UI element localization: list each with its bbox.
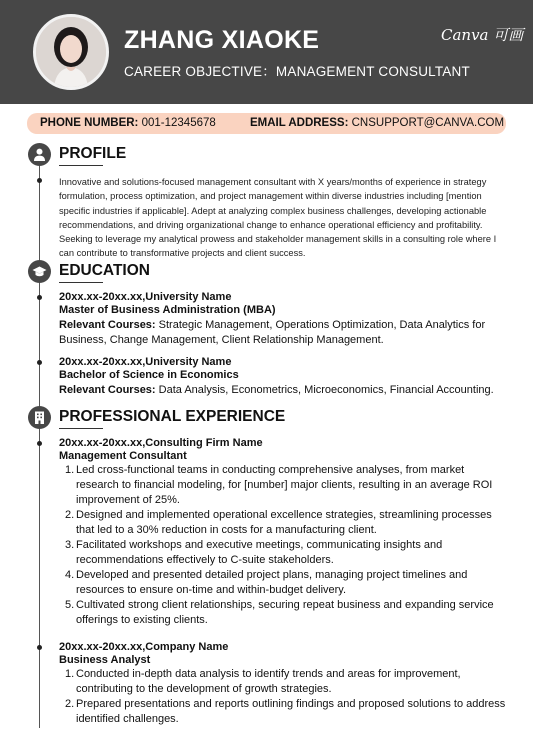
duty-number: 2. — [65, 698, 75, 710]
experience-role: Business Analyst — [59, 654, 151, 666]
duty-item — [65, 697, 509, 727]
education-degree: Master of Business Administration (MBA) — [59, 304, 276, 316]
duty-text: Led cross-functional teams in conducting comprehensive analyses, from market research to financial modeling, for [number] major clients, resulting in an average ROI improvement of 25%. — [76, 464, 493, 506]
duty-number: 4. — [65, 569, 75, 581]
experience-entry — [59, 641, 509, 667]
career-objective: CAREER OBJECTIVE：MANAGEMENT CONSULTANT — [124, 64, 470, 79]
experience-role: Management Consultant — [59, 450, 187, 462]
duty-number: 1. — [65, 464, 75, 476]
experience-dates-company: 20xx.xx-20xx.xx,Company Name — [59, 641, 229, 653]
profile-photo — [33, 14, 109, 90]
duty-text: Prepared presentations and reports outlining findings and proposed solutions to address identified challenges. — [76, 698, 506, 725]
section-rule — [59, 165, 103, 166]
education-degree: Bachelor of Science in Economics — [59, 369, 239, 381]
duty-item — [65, 667, 509, 697]
section-rule — [59, 428, 103, 429]
section-rule — [59, 282, 103, 283]
section-title-profile: PROFILE — [59, 145, 127, 162]
education-entry — [59, 356, 509, 398]
phone-label: PHONE NUMBER: — [40, 117, 139, 129]
contact-bar — [27, 113, 506, 134]
section-title-education: EDUCATION — [59, 262, 150, 279]
portrait-illustration — [36, 17, 106, 87]
experience-dates-company: 20xx.xx-20xx.xx,Consulting Firm Name — [59, 437, 263, 449]
duty-item — [65, 538, 509, 568]
timeline-dot — [37, 178, 42, 183]
timeline-dot — [37, 441, 42, 446]
email-label: EMAIL ADDRESS: — [250, 117, 349, 129]
resume-header — [0, 0, 533, 104]
duty-text: Developed and presented detailed project plans, managing project timelines and resources to ensure on-time and within-budget delivery. — [76, 569, 468, 596]
duty-text: Designed and implemented operational excellence strategies, streamlining processes that led to a 30% reduction in costs for a manufacturing client. — [76, 509, 492, 536]
graduation-cap-icon — [28, 260, 51, 283]
education-courses — [59, 318, 509, 348]
duty-text: Facilitated workshops and executive meetings, communicating insights and recommendations effectively to C-suite stakeholders. — [76, 539, 443, 566]
duty-item — [65, 463, 509, 508]
duty-list — [65, 667, 509, 727]
timeline-dot — [37, 295, 42, 300]
profile-summary: Innovative and solutions-focused management consultant with X years/months of experience in strategy formulation, process optimization, and project management within diverse industries including [mention specific industries if applicable]. Adept at analyzing complex business challenges, developing actionable recommendations, and driving organizational change to enhance operational efficiency and profitability. Seeking to leverage my analytical prowess and stakeholder management skills in a consulting role where I can contribute to transformative projects and client success. — [59, 177, 497, 259]
education-dates-school: 20xx.xx-20xx.xx,University Name — [59, 291, 232, 303]
duty-number: 2. — [65, 509, 75, 521]
duty-item — [65, 598, 509, 628]
education-courses — [59, 383, 509, 398]
duty-number: 1. — [65, 668, 75, 680]
duty-list — [65, 463, 509, 628]
canva-logo: Canva 可画 — [441, 26, 524, 44]
education-dates-school: 20xx.xx-20xx.xx,University Name — [59, 356, 232, 368]
phone-number — [40, 117, 216, 129]
duty-item — [65, 508, 509, 538]
person-icon — [28, 143, 51, 166]
courses-label: Relevant Courses: — [59, 384, 156, 396]
duty-number: 5. — [65, 599, 75, 611]
phone-value: 001-12345678 — [141, 117, 216, 129]
experience-entry — [59, 437, 509, 463]
duty-item — [65, 568, 509, 598]
candidate-name: ZHANG XIAOKE — [124, 26, 320, 54]
timeline-dot — [37, 645, 42, 650]
duty-text: Cultivated strong client relationships, securing repeat business and expanding service offerings to existing clients. — [76, 599, 494, 626]
email-value: CNSUPPORT@CANVA.COM — [351, 117, 505, 129]
courses-label: Relevant Courses: — [59, 319, 156, 331]
duty-text: Conducted in-depth data analysis to identify trends and areas for improvement, contributing to the development of growth strategies. — [76, 668, 461, 695]
building-icon — [28, 406, 51, 429]
timeline-dot — [37, 360, 42, 365]
section-title-experience: PROFESSIONAL EXPERIENCE — [59, 408, 286, 425]
email-address — [250, 117, 504, 129]
duty-number: 3. — [65, 539, 75, 551]
courses-list: Data Analysis, Econometrics, Microeconomics, Financial Accounting. — [158, 384, 494, 396]
courses-list: Strategic Management, Operations Optimization, Data Analytics for Business, Change Management, Client Relationship Management. — [59, 319, 486, 346]
education-entry — [59, 291, 509, 348]
